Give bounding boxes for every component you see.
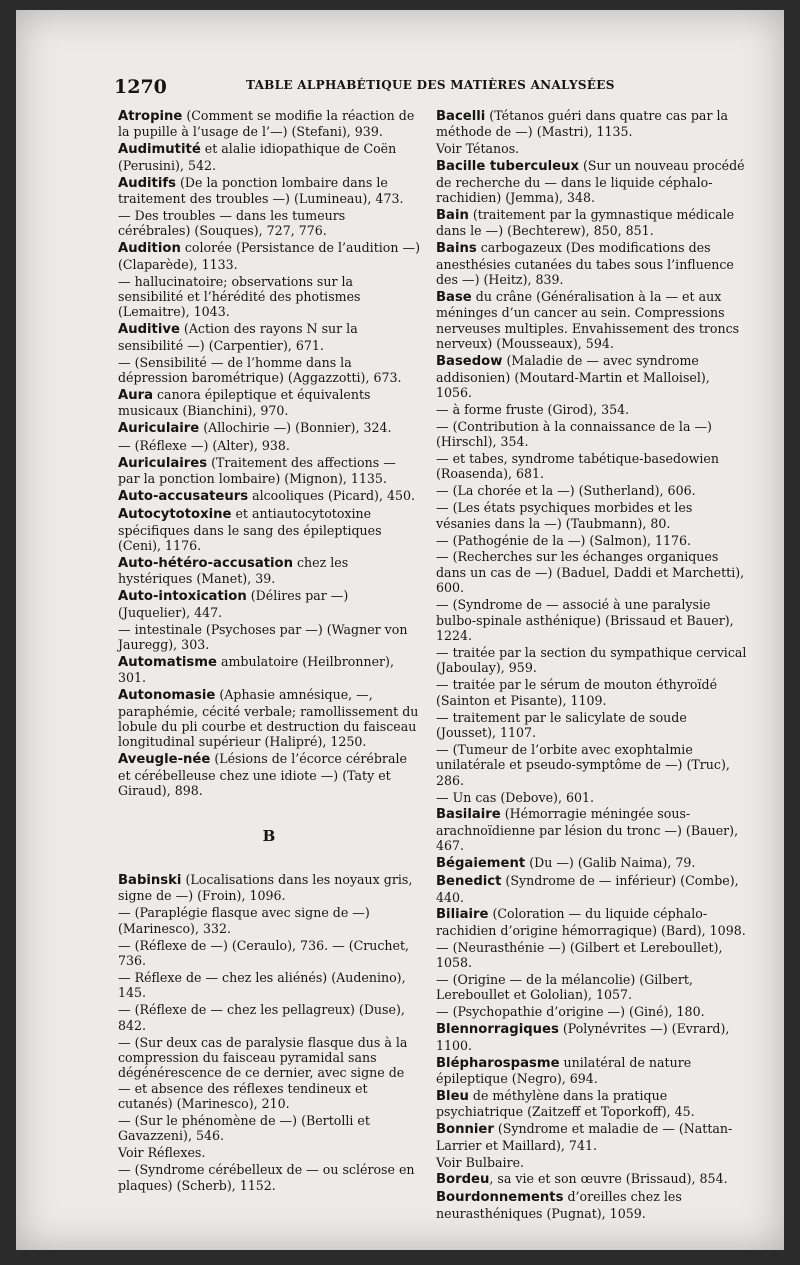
entry-text: unilatéral de nature épileptique (Negro), 694. bbox=[436, 1054, 692, 1086]
entry-headword: Bourdonnements bbox=[436, 1190, 564, 1206]
index-entry bbox=[118, 588, 420, 620]
entry-text: — (Réflexe —) (Alter), 938. bbox=[118, 438, 290, 454]
entry-text: — (Sensibilité — de l’homme dans la dépression barométrique) (Aggazzotti), 673. bbox=[118, 354, 402, 385]
index-entry bbox=[436, 677, 748, 708]
entry-text: — (Paraplégie flasque avec signe de —) (Marinesco), 332. bbox=[118, 905, 370, 936]
entry-headword: Benedict bbox=[436, 874, 502, 890]
entry-text: colorée (Persistance de l’audition —) (Claparède), 1133. bbox=[118, 240, 420, 272]
page-header bbox=[114, 72, 714, 98]
entry-headword: Audition bbox=[118, 241, 181, 257]
left-column bbox=[118, 108, 420, 1195]
entry-headword: Babinski bbox=[118, 872, 182, 888]
index-entry bbox=[436, 240, 748, 287]
entry-text: — traitée par la section du sympathique cervical (Jaboulay), 959. bbox=[436, 644, 747, 676]
right-column bbox=[436, 108, 748, 1223]
entry-text: — (Les états psychiques morbides et les vésanies dans la —) (Taubmann), 80. bbox=[436, 500, 693, 531]
entry-text: (Polynévrites —) (Evrard), 1100. bbox=[436, 1021, 730, 1053]
entry-text: (Comment se modifie la réaction de la pupille à l’usage de l’—) (Stefani), 939. bbox=[118, 108, 415, 140]
index-entry bbox=[118, 141, 420, 173]
entry-headword: Auriculaires bbox=[118, 456, 208, 472]
index-entry bbox=[436, 972, 748, 1003]
index-entry bbox=[118, 208, 420, 239]
entry-headword: Aveugle-née bbox=[118, 752, 211, 768]
entry-text: — hallucinatoire; observations sur la sensibilité et l’hérédité des photismes (Lemaitre), 1043. bbox=[118, 273, 361, 320]
entry-headword: Automatisme bbox=[118, 654, 217, 670]
entry-headword: Auto-accusateurs bbox=[118, 489, 249, 505]
entry-text: , sa vie et son œuvre (Brissaud), 854. bbox=[489, 1171, 728, 1187]
index-entry bbox=[118, 555, 420, 587]
index-entry bbox=[436, 597, 748, 643]
entry-text: d’oreilles chez les neurasthéniques (Pugnat), 1059. bbox=[436, 1189, 682, 1221]
entry-text: — (Psychopathie d’origine —) (Giné), 180. bbox=[436, 1004, 705, 1020]
index-entry bbox=[436, 289, 748, 352]
index-entry bbox=[436, 108, 748, 140]
index-entry bbox=[436, 645, 748, 676]
entry-text: (traitement par la gymnastique médicale dans le —) (Bechterew), 850, 851. bbox=[436, 206, 735, 239]
entry-text: — à forme fruste (Girod), 354. bbox=[436, 401, 630, 417]
entry-text: — (Tumeur de l’orbite avec exophtalmie unilatérale et pseudo-symptôme de —) (Truc), 286. bbox=[436, 741, 730, 788]
index-entry bbox=[436, 402, 748, 417]
index-entry bbox=[436, 710, 748, 741]
entry-headword: Autonomasie bbox=[118, 688, 216, 704]
entry-headword: Bain bbox=[436, 207, 469, 223]
index-entry bbox=[118, 622, 420, 653]
index-entry bbox=[436, 855, 748, 871]
entry-headword: Auditive bbox=[118, 322, 180, 338]
entry-headword: Audimutité bbox=[118, 142, 201, 158]
index-entry bbox=[118, 687, 420, 750]
entry-text: — (Origine — de la mélancolie) (Gilbert, Lereboullet et Gololian), 1057. bbox=[436, 972, 693, 1003]
index-entry bbox=[118, 488, 420, 504]
index-entry bbox=[118, 438, 420, 453]
page-number: 1270 bbox=[114, 76, 167, 98]
index-entry bbox=[436, 906, 748, 938]
index-entry bbox=[118, 938, 420, 969]
left-entries-a bbox=[118, 108, 420, 799]
entry-text: (Syndrome de — inférieur) (Combe), 440. bbox=[436, 873, 739, 905]
index-entry bbox=[118, 1002, 420, 1033]
entry-headword: Biliaire bbox=[436, 907, 489, 923]
entry-headword: Blennorragiques bbox=[436, 1022, 559, 1038]
entry-text: — et tabes, syndrome tabétique-basedowien (Roasenda), 681. bbox=[436, 451, 719, 482]
index-entry bbox=[118, 240, 420, 272]
entry-headword: Atropine bbox=[118, 109, 183, 124]
index-entry bbox=[436, 1171, 748, 1187]
index-entry bbox=[118, 387, 420, 419]
entry-headword: Basilaire bbox=[436, 807, 501, 823]
index-entry bbox=[436, 353, 748, 400]
entry-text: (Tétanos guéri dans quatre cas par la méthode de —) (Mastri), 1135. bbox=[436, 108, 728, 140]
entry-text: (Action des rayons N sur la sensibilité —) (Carpentier), 671. bbox=[118, 321, 358, 353]
entry-text: (Allochirie —) (Bonnier), 324. bbox=[199, 420, 392, 436]
entry-text: (Sur un nouveau procédé de recherche du — dans le liquide céphalo-rachidien) (Jemma), 348. bbox=[436, 158, 745, 206]
entry-text: Voir Réflexes. bbox=[118, 1145, 206, 1161]
entry-headword: Bordeu bbox=[436, 1172, 490, 1188]
entry-text: chez les hystériques (Manet), 39. bbox=[118, 554, 349, 587]
entry-text: — (Contribution à la connaissance de la —) (Hirschl), 354. bbox=[436, 418, 712, 450]
entry-text: (De la ponction lombaire dans le traitement des troubles —) (Lumineau), 473. bbox=[118, 174, 404, 207]
entry-text: (Traitement des affections — par la ponction lombaire) (Mignon), 1135. bbox=[118, 455, 396, 487]
entry-text: carbogazeux (Des modifications des anesthésies cutanées du tabes sous l’influence des —) (Heitz), 839. bbox=[436, 240, 734, 288]
index-entry bbox=[436, 207, 748, 239]
entry-headword: Bégaiement bbox=[436, 856, 526, 872]
index-entry bbox=[436, 873, 748, 905]
entry-text: — Un cas (Debove), 601. bbox=[436, 789, 594, 805]
entry-text: — (Syndrome cérébelleux de — ou sclérose en plaques) (Scherb), 1152. bbox=[118, 1162, 415, 1193]
entry-text: — traitement par le salicylate de soude (Jousset), 1107. bbox=[436, 709, 687, 740]
index-entry bbox=[118, 420, 420, 436]
entry-headword: Autocytotoxine bbox=[118, 507, 232, 523]
entry-text: (Hémorragie méningée sous-arachnoïdienne par lésion du tronc —) (Bauer), 467. bbox=[436, 806, 739, 854]
index-entry bbox=[436, 1055, 748, 1087]
index-entry bbox=[118, 175, 420, 207]
index-entry bbox=[436, 141, 748, 156]
entry-headword: Bains bbox=[436, 241, 477, 257]
entry-headword: Auto-hétéro-accusation bbox=[118, 555, 293, 571]
index-entry bbox=[118, 506, 420, 553]
entry-text: (Localisations dans les noyaux gris, signe de —) (Froin), 1096. bbox=[118, 871, 413, 904]
entry-text: et alalie idiopathique de Coën (Perusini), 542. bbox=[118, 141, 397, 173]
entry-text: ambulatoire (Heilbronner), 301. bbox=[118, 653, 394, 686]
entry-text: — (Neurasthénie —) (Gilbert et Lereboullet), 1058. bbox=[436, 939, 723, 971]
index-entry bbox=[436, 1021, 748, 1053]
entry-headword: Bleu bbox=[436, 1088, 469, 1104]
entry-text: canora épileptique et équivalents musicaux (Bianchini), 970. bbox=[118, 386, 371, 419]
entry-text: alcooliques (Picard), 450. bbox=[248, 488, 416, 504]
entry-headword: Auriculaire bbox=[118, 421, 200, 437]
index-entry bbox=[118, 274, 420, 320]
index-entry bbox=[436, 1004, 748, 1019]
entry-text: — Réflexe de — chez les aliénés) (Audenino), 145. bbox=[118, 969, 406, 1001]
entry-text: — (La chorée et la —) (Sutherland), 606. bbox=[436, 483, 696, 499]
index-entry bbox=[118, 455, 420, 487]
index-entry bbox=[436, 1189, 748, 1221]
scanned-page bbox=[16, 10, 784, 1250]
entry-headword: Blépharospasme bbox=[436, 1055, 560, 1071]
index-entry bbox=[118, 1145, 420, 1160]
entry-headword: Basedow bbox=[436, 354, 503, 370]
entry-text: — (Réflexe de —) (Ceraulo), 736. — (Cruchet, 736. bbox=[118, 937, 410, 968]
entry-headword: Auditifs bbox=[118, 175, 176, 191]
index-entry bbox=[118, 1113, 420, 1144]
index-entry bbox=[118, 355, 420, 386]
entry-text: (Du —) (Galib Naima), 79. bbox=[525, 855, 696, 871]
entry-text: — (Recherches sur les échanges organiques dans un cas de —) (Baduel, Daddi et Marchetti), 600. bbox=[436, 549, 745, 596]
entry-headword: Bacille tuberculeux bbox=[436, 159, 580, 175]
index-entry bbox=[436, 549, 748, 595]
index-entry bbox=[436, 1155, 748, 1170]
index-entry bbox=[118, 751, 420, 798]
entry-headword: Auto-intoxication bbox=[118, 589, 247, 605]
index-entry bbox=[118, 1035, 420, 1112]
entry-text: Voir Tétanos. bbox=[436, 141, 520, 157]
index-entry bbox=[436, 483, 748, 498]
entry-text: — (Sur le phénomène de —) (Bertolli et Gavazzeni), 546. bbox=[118, 1113, 370, 1144]
entry-text: — (Syndrome de — associé à une paralysie bulbo-spinale asthénique) (Brissaud et Bauer), 1224. bbox=[436, 597, 734, 643]
entry-text: du crâne (Généralisation à la — et aux méninges d’un cancer au sein. Compressions nerveuses multiples. Envahissement des troncs nerveux) (Mousseaux), 594. bbox=[436, 288, 740, 352]
index-entry bbox=[436, 451, 748, 482]
index-entry bbox=[436, 806, 748, 853]
entry-headword: Aura bbox=[118, 387, 153, 403]
index-entry bbox=[118, 970, 420, 1001]
index-entry bbox=[118, 872, 420, 904]
entry-text: (Coloration — du liquide céphalo-rachidien d’origine hémorragique) (Bard), 1098. bbox=[436, 906, 746, 938]
index-entry bbox=[436, 533, 748, 548]
entry-text: — (Réflexe de — chez les pellagreux) (Duse), 842. bbox=[118, 1002, 405, 1033]
index-entry bbox=[436, 790, 748, 805]
index-entry bbox=[436, 940, 748, 971]
running-title: TABLE ALPHABÉTIQUE DES MATIÈRES ANALYSÉES bbox=[246, 78, 615, 92]
index-entry bbox=[118, 905, 420, 936]
entry-text: — (Sur deux cas de paralysie flasque dus à la compression du faisceau pyramidal sans dégénérescence de ce dernier, avec signe de — et absence des réflexes tendineux et cutanés) (Marinesco), 210. bbox=[118, 1034, 408, 1112]
entry-headword: Bonnier bbox=[436, 1122, 494, 1138]
entry-text: (Aphasie amnésique, —, paraphémie, cécité verbale; ramollissement du lobule du pli courbe et destruction du faisceau longitudinal supérieur (Halipré), 1250. bbox=[118, 687, 419, 750]
entry-headword: Base bbox=[436, 289, 472, 305]
index-entry bbox=[118, 1162, 420, 1193]
entry-text: (Délires par —) (Juquelier), 447. bbox=[118, 588, 349, 620]
entry-text: — traitée par le sérum de mouton éthyroïdé (Sainton et Pisante), 1109. bbox=[436, 677, 718, 708]
entry-text: (Maladie de — avec syndrome addisonien) (Moutard-Martin et Malloisel), 1056. bbox=[436, 353, 710, 400]
entry-text: de méthylène dans la pratique psychiatrique (Zaitzeff et Toporkoff), 45. bbox=[436, 1087, 695, 1120]
index-entry bbox=[436, 419, 748, 450]
index-entry bbox=[436, 158, 748, 205]
index-entry bbox=[118, 654, 420, 686]
entry-text: — (Pathogénie de la —) (Salmon), 1176. bbox=[436, 532, 692, 548]
index-entry bbox=[118, 108, 420, 140]
index-entry bbox=[118, 321, 420, 353]
entry-text: — intestinale (Psychoses par —) (Wagner von Jauregg), 303. bbox=[118, 621, 408, 652]
index-entry bbox=[436, 1088, 748, 1120]
left-entries-b bbox=[118, 872, 420, 1193]
entry-text: et antiautocytotoxine spécifiques dans le sang des épileptiques (Ceni), 1176. bbox=[118, 506, 382, 554]
right-entries bbox=[436, 108, 748, 1221]
index-entry bbox=[436, 742, 748, 788]
section-letter: B bbox=[262, 826, 276, 845]
index-entry bbox=[436, 1121, 748, 1153]
entry-text: (Lésions de l’écorce cérébrale et cérébelleuse chez une idiote —) (Taty et Giraud), 898. bbox=[118, 751, 407, 799]
entry-text: Voir Bulbaire. bbox=[436, 1154, 525, 1170]
entry-text: — Des troubles — dans les tumeurs cérébrales) (Souques), 727, 776. bbox=[118, 207, 346, 239]
entry-headword: Bacelli bbox=[436, 109, 486, 124]
index-entry bbox=[436, 500, 748, 531]
entry-text: (Syndrome et maladie de — (Nattan-Larrier et Maillard), 741. bbox=[436, 1121, 733, 1153]
